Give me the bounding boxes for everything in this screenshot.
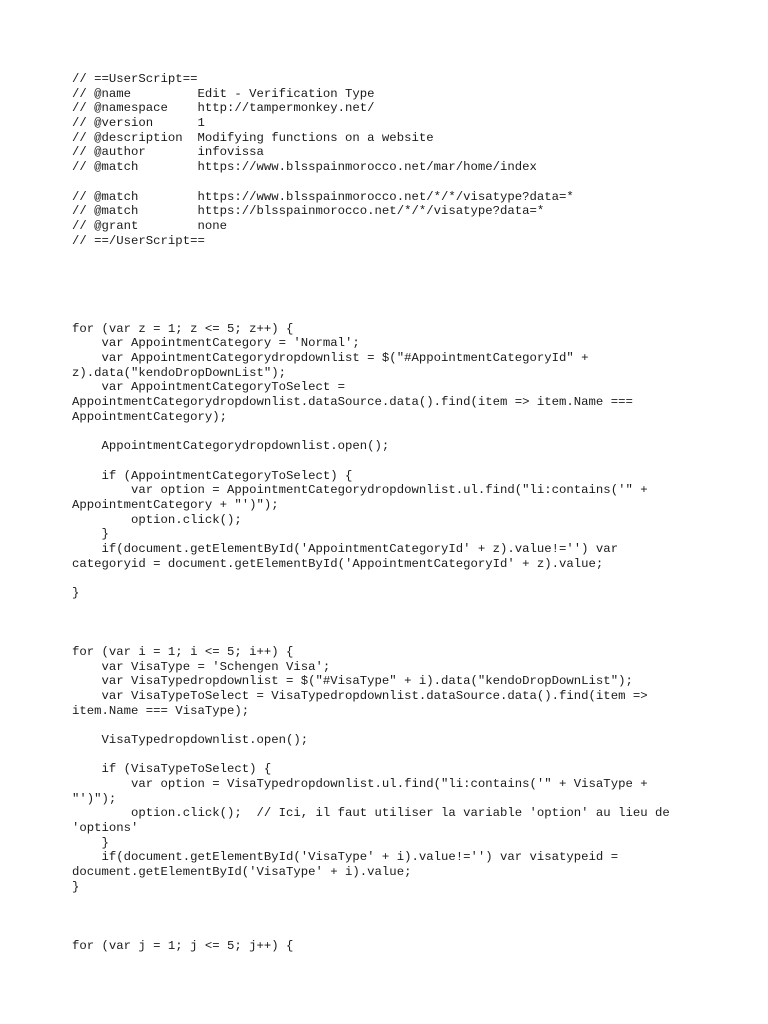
code-line: AppointmentCategorydropdownlist.open(); — [72, 439, 390, 454]
blank-line — [72, 307, 712, 322]
blank-line — [72, 278, 712, 293]
code-line: for (var z = 1; z <= 5; z++) { — [72, 321, 294, 336]
blank-line — [72, 630, 712, 645]
blank-line — [72, 718, 712, 733]
code-line: if(document.getElementById('AppointmentCategoryId' + z).value!='') var — [72, 542, 619, 556]
code-line: if(document.getElementById('VisaType' + i).value!='') var visatypeid = — [72, 850, 619, 865]
code-block — [72, 72, 712, 953]
code-line: // @namespace http://tampermonkey.net/ — [72, 101, 375, 116]
blank-line — [72, 924, 712, 939]
code-line: categoryid = document.getElementById('AppointmentCategoryId' + z).value; — [72, 556, 604, 571]
code-line: for (var i = 1; i <= 5; i++) { — [72, 644, 294, 659]
code-line: // @match https://www.blsspainmorocco.net/mar/home/index — [72, 160, 537, 175]
blank-line — [72, 175, 712, 190]
code-line: if (AppointmentCategoryToSelect) { — [72, 468, 353, 483]
blank-line — [72, 601, 712, 616]
code-line: AppointmentCategory + "')"); — [72, 497, 279, 512]
blank-line — [72, 571, 712, 586]
code-line: option.click(); — [72, 512, 242, 527]
code-line: var option = AppointmentCategorydropdownlist.ul.find("li:contains('" + — [72, 483, 648, 498]
code-line: // @match https://blsspainmorocco.net/*/*/visatype?data=* — [72, 204, 545, 219]
code-line: var AppointmentCategory = 'Normal'; — [72, 336, 360, 351]
blank-line — [72, 425, 712, 440]
blank-line — [72, 292, 712, 307]
code-line: item.Name === VisaType); — [72, 703, 250, 718]
code-line: } — [72, 835, 109, 850]
blank-line — [72, 454, 712, 469]
code-line: 'options' — [72, 821, 139, 836]
code-line: for (var j = 1; j <= 5; j++) { — [72, 938, 294, 953]
code-line: // ==UserScript== — [72, 72, 198, 86]
code-line: // @description Modifying functions on a website — [72, 130, 434, 145]
code-line: var AppointmentCategorydropdownlist = $("#AppointmentCategoryId" + — [72, 351, 589, 366]
code-line: } — [72, 879, 80, 894]
code-line: document.getElementById('VisaType' + i).value; — [72, 865, 412, 880]
code-line: AppointmentCategorydropdownlist.dataSource.data().find(item => item.Name === — [72, 395, 633, 410]
code-line: // @name Edit - Verification Type — [72, 86, 375, 101]
code-line: if (VisaTypeToSelect) { — [72, 762, 272, 777]
code-line: // @grant none — [72, 218, 227, 233]
blank-line — [72, 263, 712, 278]
blank-line — [72, 895, 712, 910]
code-line: var VisaType = 'Schengen Visa'; — [72, 659, 331, 674]
code-line: z).data("kendoDropDownList"); — [72, 365, 287, 380]
blank-line — [72, 909, 712, 924]
code-line: // @author infovissa — [72, 145, 264, 160]
code-line: VisaTypedropdownlist.open(); — [72, 732, 309, 747]
blank-line — [72, 615, 712, 630]
code-line: // @match https://www.blsspainmorocco.net/*/*/visatype?data=* — [72, 189, 574, 204]
blank-line — [72, 248, 712, 263]
code-line: AppointmentCategory); — [72, 409, 227, 424]
code-line: var option = VisaTypedropdownlist.ul.find("li:contains('" + VisaType + — [72, 777, 648, 791]
code-line: // @version 1 — [72, 116, 205, 131]
code-line: } — [72, 586, 80, 601]
code-line: var AppointmentCategoryToSelect = — [72, 380, 346, 395]
code-line: // ==/UserScript== — [72, 233, 205, 248]
code-line: option.click(); // Ici, il faut utiliser la variable 'option' au lieu de — [72, 806, 670, 821]
code-line: var VisaTypedropdownlist = $("#VisaType" + i).data("kendoDropDownList"); — [72, 674, 633, 689]
code-line: var VisaTypeToSelect = VisaTypedropdownlist.dataSource.data().find(item => — [72, 688, 648, 703]
code-line: } — [72, 527, 109, 542]
blank-line — [72, 748, 712, 763]
code-line: "')"); — [72, 791, 117, 806]
